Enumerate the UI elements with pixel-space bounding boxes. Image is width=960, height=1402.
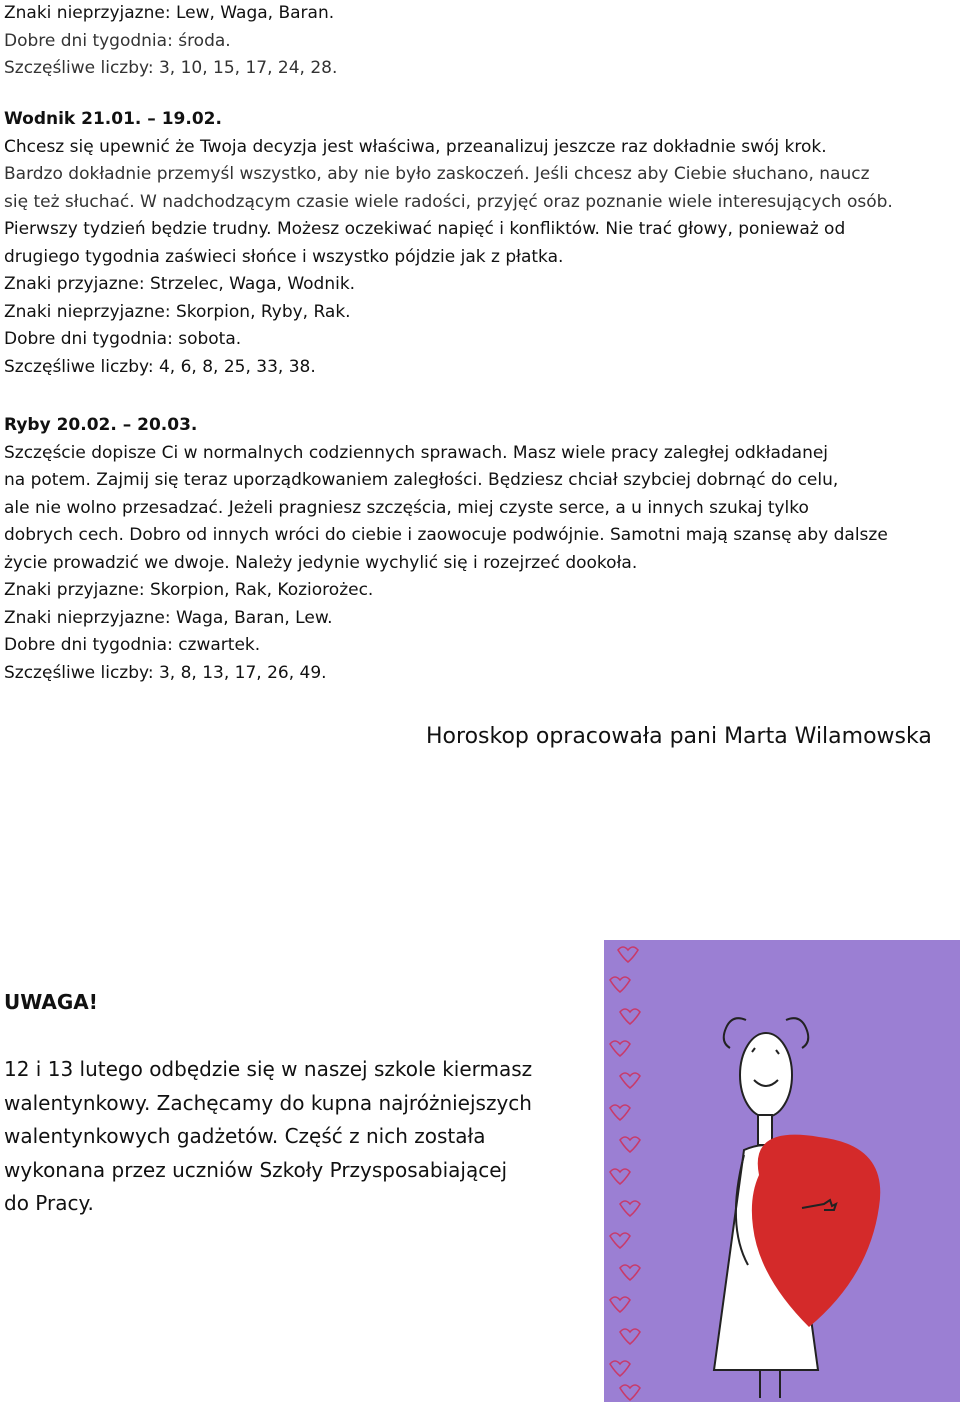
notice-line: walentynkowy. Zachęcamy do kupna najróżniejszych bbox=[4, 1090, 532, 1115]
text-line: Szczęśliwe liczby: 3, 10, 15, 17, 24, 28. bbox=[4, 58, 338, 78]
text-line: Znaki nieprzyjazne: Skorpion, Ryby, Rak. bbox=[4, 301, 351, 322]
notice-line: wykonana przez uczniów Szkoły Przysposabiającej bbox=[4, 1157, 508, 1182]
text-line: ale nie wolno przesadzać. Jeżeli pragniesz szczęścia, miej czyste serce, a u innych szukaj tylko bbox=[4, 497, 809, 518]
text-line: drugiego tygodnia zaświeci słońce i wszystko pójdzie jak z płatka. bbox=[4, 246, 564, 267]
text-line: Dobre dni tygodnia: środa. bbox=[4, 30, 231, 51]
horoscope-credit: Horoskop opracowała pani Marta Wilamowska bbox=[426, 724, 932, 749]
ryby-heading: Ryby 20.02. – 20.03. bbox=[4, 415, 198, 435]
text-line: życie prowadzić we dwoje. Należy jedynie wychylić się i rozejrzeć dookoła. bbox=[4, 552, 638, 573]
ryby-section bbox=[4, 412, 954, 687]
text-line: Bardzo dokładnie przemyśl wszystko, aby nie było zaskoczeń. Jeśli chcesz aby Ciebie słuchano, naucz bbox=[4, 164, 870, 184]
text-line: Znaki przyjazne: Skorpion, Rak, Koziorożec. bbox=[4, 580, 374, 600]
text-line: Znaki nieprzyjazne: Waga, Baran, Lew. bbox=[4, 607, 333, 628]
notice-line: do Pracy. bbox=[4, 1191, 94, 1215]
text-line: Chcesz się upewnić że Twoja decyzja jest właściwa, przeanalizuj jeszcze raz dokładnie swój krok. bbox=[4, 136, 827, 157]
text-line: Dobre dni tygodnia: czwartek. bbox=[4, 635, 261, 655]
text-line: dobrych cech. Dobro od innych wróci do ciebie i zaowocuje podwójnie. Samotni mają szansę aby dalsze bbox=[4, 525, 888, 545]
valentine-illustration bbox=[604, 940, 960, 1402]
notice-title: UWAGA! bbox=[4, 990, 98, 1014]
notice-line: walentynkowych gadżetów. Część z nich została bbox=[4, 1124, 486, 1148]
wodnik-section bbox=[4, 106, 954, 381]
text-line: Znaki przyjazne: Strzelec, Waga, Wodnik. bbox=[4, 274, 356, 294]
notice-body bbox=[4, 1053, 594, 1221]
text-line: się też słuchać. W nadchodzącym czasie wiele radości, przyjęć oraz poznanie wiele interesujących osób. bbox=[4, 191, 893, 212]
text-line: Pierwszy tydzień będzie trudny. Możesz oczekiwać napięć i konfliktów. Nie trać głowy, ponieważ od bbox=[4, 219, 846, 239]
notice-line: 12 i 13 lutego odbędzie się w naszej szkole kiermasz bbox=[4, 1057, 533, 1081]
text-line: na potem. Zajmij się teraz uporządkowaniem zaległości. Będziesz chciał szybciej dobrnąć do celu, bbox=[4, 470, 839, 490]
text-line: Dobre dni tygodnia: sobota. bbox=[4, 329, 242, 349]
text-line: Szczęście dopisze Ci w normalnych codziennych sprawach. Masz wiele pracy zaległej odkładanej bbox=[4, 442, 829, 463]
text-line: Szczęśliwe liczby: 3, 8, 13, 17, 26, 49. bbox=[4, 662, 327, 683]
text-line: Znaki nieprzyjazne: Lew, Waga, Baran. bbox=[4, 3, 335, 23]
aquarius-tail bbox=[4, 0, 954, 83]
wodnik-heading: Wodnik 21.01. – 19.02. bbox=[4, 109, 222, 129]
text-line: Szczęśliwe liczby: 4, 6, 8, 25, 33, 38. bbox=[4, 356, 316, 377]
